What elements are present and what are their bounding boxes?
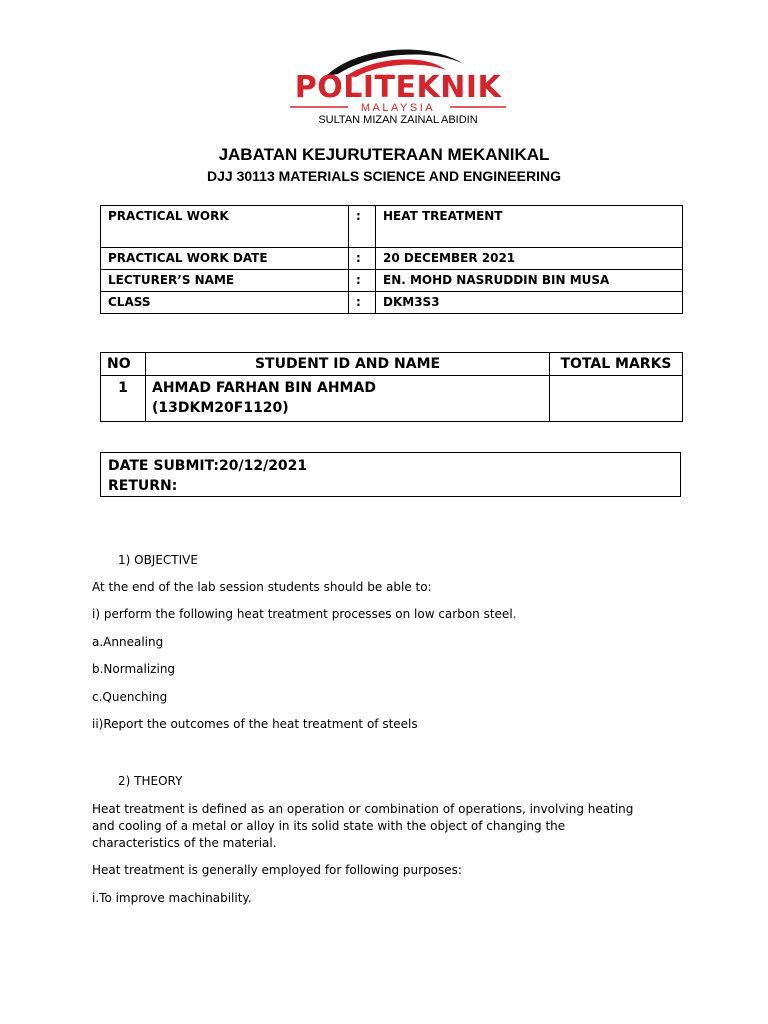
student-total-marks bbox=[550, 376, 683, 422]
table-row bbox=[101, 206, 683, 248]
student-id-name bbox=[146, 376, 550, 422]
students-table bbox=[100, 352, 683, 422]
info-label: CLASS bbox=[101, 292, 349, 314]
logo-campus: SULTAN MIZAN ZAINAL ABIDIN bbox=[318, 114, 478, 126]
objective-item-a: a.Annealing bbox=[92, 635, 164, 649]
info-separator: : bbox=[349, 292, 376, 314]
practical-info-table bbox=[100, 205, 683, 314]
objective-item-c: c.Quenching bbox=[92, 690, 168, 704]
theory-heading: 2) THEORY bbox=[118, 774, 183, 788]
theory-purposes-intro: Heat treatment is generally employed for following purposes: bbox=[92, 863, 462, 877]
info-label: PRACTICAL WORK bbox=[101, 206, 349, 248]
info-separator: : bbox=[349, 248, 376, 270]
objective-heading: 1) OBJECTIVE bbox=[118, 553, 198, 567]
politeknik-logo bbox=[286, 42, 510, 128]
column-header-student: STUDENT ID AND NAME bbox=[146, 353, 550, 376]
student-name: AHMAD FARHAN BIN AHMAD bbox=[152, 380, 376, 396]
student-id: (13DKM20F1120) bbox=[152, 400, 289, 416]
info-value: HEAT TREATMENT bbox=[376, 206, 683, 248]
logo-country: MALAYSIA bbox=[360, 102, 436, 114]
theory-item-i: i.To improve machinability. bbox=[92, 891, 252, 905]
course-title: DJJ 30113 MATERIALS SCIENCE AND ENGINEERING bbox=[207, 168, 561, 184]
theory-paragraph: Heat treatment is defined as an operation or combination of operations, involving heating and cooling of a metal or alloy in its solid state with the object of changing the characteristics of the material. bbox=[92, 802, 634, 850]
department-title: JABATAN KEJURUTERAAN MEKANIKAL bbox=[218, 145, 550, 164]
objective-item-ii: ii)Report the outcomes of the heat treatment of steels bbox=[92, 717, 418, 731]
column-header-no: NO bbox=[101, 353, 146, 376]
logo-wordmark: POLITEKNIK bbox=[294, 70, 502, 105]
table-row bbox=[101, 376, 683, 422]
student-no: 1 bbox=[101, 376, 146, 422]
submission-box bbox=[100, 452, 681, 497]
objective-item-i: i) perform the following heat treatment processes on low carbon steel. bbox=[92, 607, 517, 621]
date-submit: DATE SUBMIT:20/12/2021 bbox=[108, 458, 308, 474]
table-row bbox=[101, 292, 683, 314]
column-header-marks: TOTAL MARKS bbox=[550, 353, 683, 376]
info-separator: : bbox=[349, 270, 376, 292]
objective-item-b: b.Normalizing bbox=[92, 662, 176, 676]
table-header-row bbox=[101, 353, 683, 376]
info-value: DKM3S3 bbox=[376, 292, 683, 314]
table-row bbox=[101, 248, 683, 270]
table-row bbox=[101, 270, 683, 292]
objective-intro: At the end of the lab session students should be able to: bbox=[92, 580, 432, 594]
info-label: PRACTICAL WORK DATE bbox=[101, 248, 349, 270]
info-value: 20 DECEMBER 2021 bbox=[376, 248, 683, 270]
info-label: LECTURER’S NAME bbox=[101, 270, 349, 292]
return-date: RETURN: bbox=[108, 478, 178, 494]
info-separator: : bbox=[349, 206, 376, 248]
info-value: EN. MOHD NASRUDDIN BIN MUSA bbox=[376, 270, 683, 292]
